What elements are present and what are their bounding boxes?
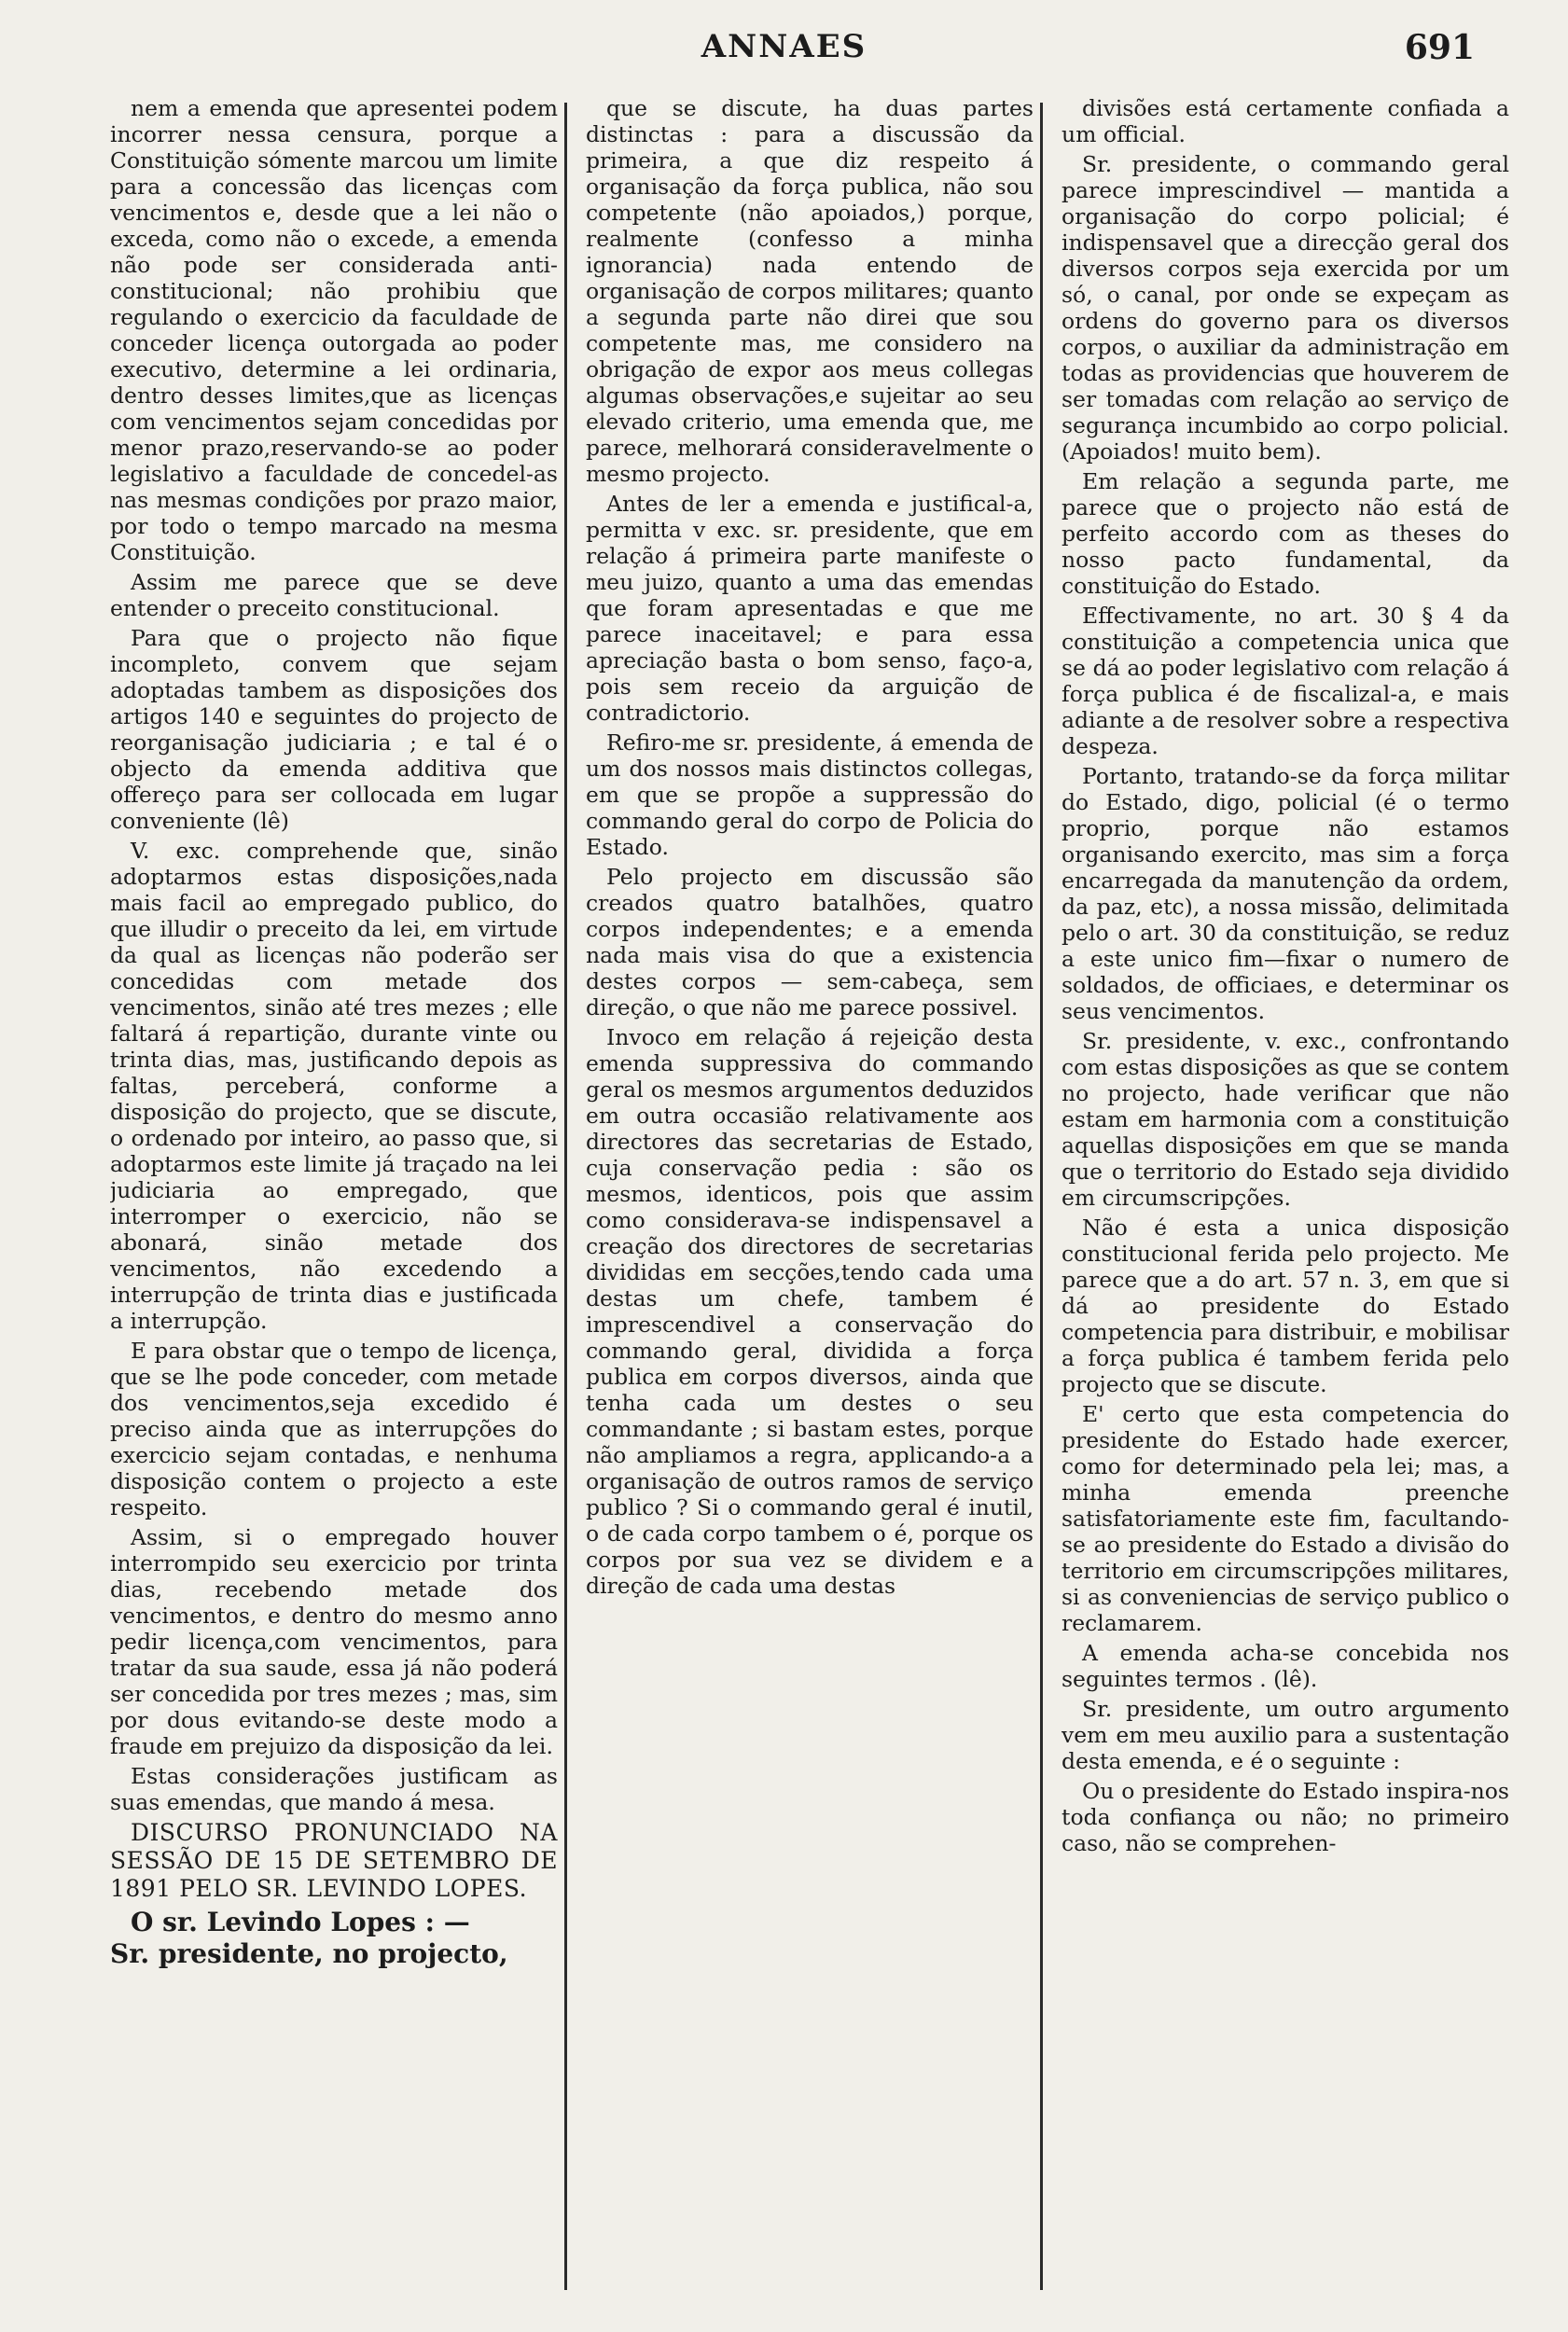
paragraph: E' certo que esta competencia do presidente do Estado hade exercer, como for determinado pela lei; mas, a minha emenda preenche satisfatoriamente este fim, facultando-se ao presidente do Estado a divisão do territorio em circumscripções militares, si as conveniencias de serviço publico o reclamarem. <box>1062 1401 1509 1636</box>
paragraph: Pelo projecto em discussão são creados quatro batalhões, quatro corpos independentes; e a emenda nada mais visa do que a existencia destes corpos — sem-cabeça, sem direção, o que não me parece possivel. <box>586 864 1034 1020</box>
paragraph: Assim, si o empregado houver interrompido seu exercicio por trinta dias, recebendo metade dos vencimentos, e dentro do mesmo anno pedir licença,com vencimentos, para tratar da sua saude, essa já não poderá ser concedida por tres mezes ; mas, sim por dous evitando-se deste modo a fraude em prejuizo da disposição da lei. <box>110 1524 558 1759</box>
paragraph: Sr. presidente, v. exc., confrontando com estas disposições as que se contem no projecto, hade verificar que não estam em harmonia com a constituição aquellas disposições em que se manda que o territorio do Estado seja dividido em circumscripções. <box>1062 1028 1509 1211</box>
paragraph: Invoco em relação á rejeição desta emenda suppressiva do commando geral os mesmos argumentos deduzidos em outra occasião relativamente aos directores das secretarias de Estado, cuja conservação pedia : são os mesmos, identicos, pois que assim como considerava-se indispensavel a creação dos directores de secretarias divididas em secções,tendo cada uma destas um chefe, tambem é imprescendivel a conservação do commando geral, dividida a força publica em corpos diversos, ainda que tenha cada um destes o seu commandante ; si bastam estes, porque não ampliamos a regra, applicando-a a organisação de outros ramos de serviço publico ? Si o commando geral é inutil, o de cada corpo tambem o é, porque os corpos por sua vez se dividem e a direção de cada uma destas <box>586 1024 1034 1599</box>
paragraph: Sr. presidente, um outro argumento vem em meu auxilio para a sustentação desta emenda, e é o seguinte : <box>1062 1696 1509 1774</box>
paragraph: nem a emenda que apresentei podem incorrer nessa censura, porque a Constituição sómente marcou um limite para a concessão das licenças com vencimentos e, desde que a lei não o exceda, como não o excede, a emenda não pode ser considerada anti-constitucional; não prohibiu que regulando o exercicio da faculdade de conceder licença outorgada ao poder executivo, determine a lei ordinaria, dentro desses limites,que as licenças com vencimentos sejam concedidas por menor prazo,reservando-se ao poder legislativo a faculdade de concedel-as nas mesmas condições por prazo maior, por todo o tempo marcado na mesma Constituição. <box>110 95 558 565</box>
paragraph: Sr. presidente, o commando geral parece imprescindivel — mantida a organisação do corpo policial; é indispensavel que a direcção geral dos diversos corpos seja exercida por um só, o canal, por onde se expeçam as ordens do governo para os diversos corpos, o auxiliar da administração em todas as providencias que houverem de ser tomadas com relação ao serviço de segurança incumbido ao corpo policial. (Apoiados! muito bem). <box>1062 151 1509 465</box>
text-column-right <box>1062 95 1509 2306</box>
paragraph: Não é esta a unica disposição constitucional ferida pelo projecto. Me parece que a do art. 57 n. 3, em que si dá ao presidente do Estado competencia para distribuir, e mobilisar a força publica é tambem ferida pelo projecto que se discute. <box>1062 1215 1509 1397</box>
paragraph: Estas considerações justificam as suas emendas, que mando á mesa. <box>110 1763 558 1815</box>
paragraph: Portanto, tratando-se da força militar do Estado, digo, policial (é o termo proprio, porque não estamos organisando exercito, mas sim a força encarregada da manutenção da ordem, da paz, etc), a nossa missão, delimitada pelo o art. 30 da constituição, se reduz a este unico fim—fixar o numero de soldados, de officiaes, e determinar os seus vencimentos. <box>1062 763 1509 1024</box>
page-number: 691 <box>1404 28 1475 67</box>
text-column-middle <box>586 95 1034 2306</box>
speaker-name: O sr. Levindo Lopes : — <box>131 1907 470 1937</box>
paragraph: V. exc. comprehende que, sinão adoptarmos estas disposições,nada mais facil ao empregado publico, do que illudir o preceito da lei, em virtude da qual as licenças não poderão ser concedidas com metade dos vencimentos, sinão até tres mezes ; elle faltará á repartição, durante vinte ou trinta dias, mas, justificando depois as faltas, perceberá, conforme a disposição do projecto, que se discute, o ordenado por inteiro, ao passo que, si adoptarmos este limite já traçado na lei judiciaria ao empregado, que interromper o exercicio, não se abonará, sinão metade dos vencimentos, não excedendo a interrupção de trinta dias e justificada a interrupção. <box>110 838 558 1334</box>
running-title: ANNAES <box>701 28 867 65</box>
page-header <box>93 28 1475 75</box>
paragraph: Para que o projecto não fique incompleto, convem que sejam adoptadas tambem as disposições dos artigos 140 e seguintes do projecto de reorganisação judiciaria ; e tal é o objecto da emenda additiva que offereço para ser collocada em lugar conveniente (lê) <box>110 625 558 834</box>
column-divider <box>1040 103 1043 2290</box>
text-column-left <box>110 95 558 2306</box>
paragraph: Effectivamente, no art. 30 § 4 da constituição a competencia unica que se dá ao poder legislativo com relação á força publica é de fiscalizal-a, e mais adiante a de resolver sobre a respectiva despeza. <box>1062 603 1509 759</box>
paragraph: E para obstar que o tempo de licença, que se lhe pode conceder, com metade dos vencimentos,seja excedido é preciso ainda que as interrupções do exercicio sejam contadas, e nenhuma disposição contem o projecto a este respeito. <box>110 1338 558 1520</box>
paragraph: Antes de ler a emenda e justifical-a, permitta v exc. sr. presidente, que em relação á primeira parte manifeste o meu juizo, quanto a uma das emendas que foram apresentadas e que me parece inaceitavel; e para essa apreciação basta o bom senso, faço-a, pois sem receio da arguição de contradictorio. <box>586 491 1034 726</box>
paragraph: A emenda acha-se concebida nos seguintes termos . (lê). <box>1062 1640 1509 1692</box>
paragraph: Assim me parece que se deve entender o preceito constitucional. <box>110 569 558 621</box>
speaker-line <box>110 1907 558 1970</box>
speech-opening: Sr. presidente, no projecto, <box>110 1938 508 1969</box>
column-divider <box>564 103 567 2290</box>
paragraph: que se discute, ha duas partes distinctas : para a discussão da primeira, a que diz respeito á organisação da força publica, não sou competente (não apoiados,) porque, realmente (confesso a minha ignorancia) nada entendo de organisação de corpos militares; quanto a segunda parte não direi que sou competente mas, me considero na obrigação de expor aos meus collegas algumas observações,e sujeitar ao seu elevado criterio, uma emenda que, me parece, melhorará consideravelmente o mesmo projecto. <box>586 95 1034 487</box>
speech-heading: DISCURSO PRONUNCIADO NA SESSÃO DE 15 DE SETEMBRO DE 1891 PELO SR. LEVINDO LOPES. <box>110 1819 558 1902</box>
paragraph: Refiro-me sr. presidente, á emenda de um dos nossos mais distinctos collegas, em que se propõe a suppressão do commando geral do corpo de Policia do Estado. <box>586 729 1034 860</box>
paragraph: Ou o presidente do Estado inspira-nos toda confiança ou não; no primeiro caso, não se comprehen- <box>1062 1778 1509 1856</box>
paragraph: divisões está certamente confiada a um official. <box>1062 95 1509 147</box>
paragraph: Em relação a segunda parte, me parece que o projecto não está de perfeito accordo com as theses do nosso pacto fundamental, da constituição do Estado. <box>1062 468 1509 599</box>
